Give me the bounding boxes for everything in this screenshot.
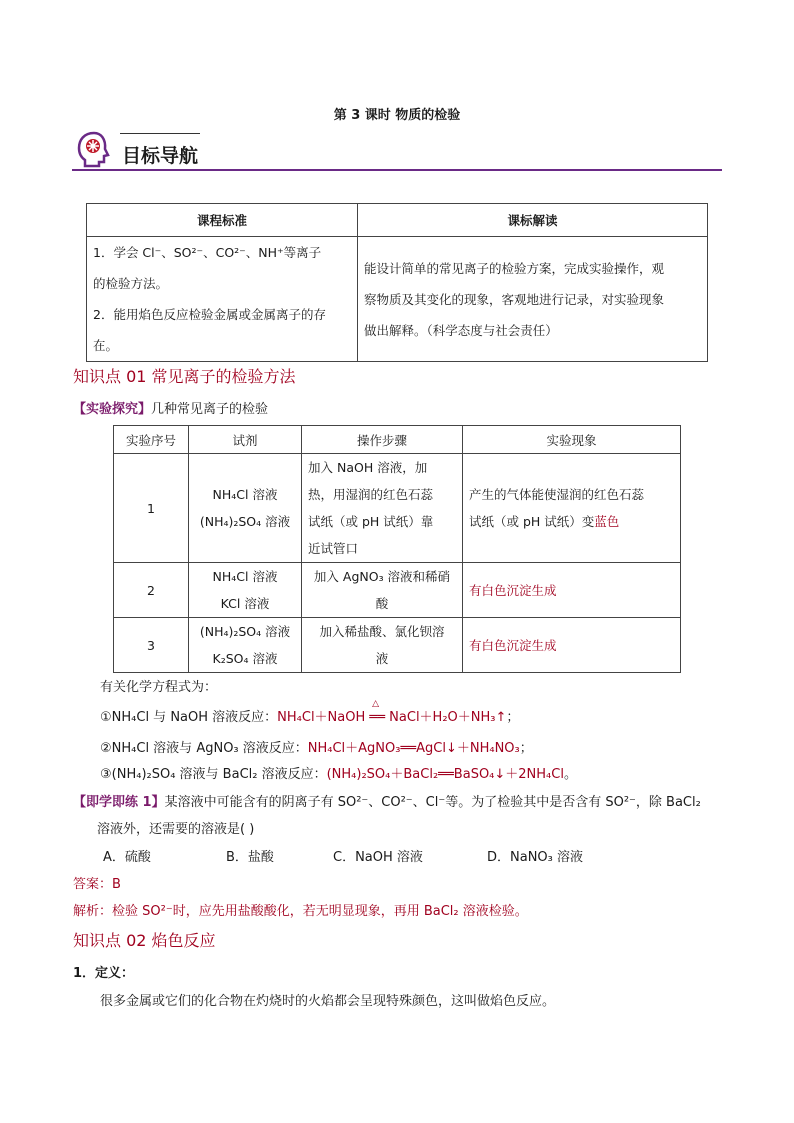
text-line: 加入 NaOH 溶液，加 — [308, 460, 428, 475]
punctuation: ； — [506, 710, 520, 725]
option-b: B．盐酸 — [226, 850, 274, 865]
row-number: 3 — [114, 618, 189, 673]
text-line: 近试管口 — [308, 541, 359, 556]
punctuation: 。 — [563, 767, 577, 782]
text-line: 产生的气体能使湿润的红色石蕊 — [469, 487, 645, 502]
table-header: 实验现象 — [463, 426, 681, 454]
text-line — [469, 508, 674, 535]
analysis: 解析：检验 SO²⁻时，应先用盐酸酸化，若无明显现象，再用 BaCl₂ 溶液检验。 — [73, 904, 528, 919]
text-line: 2．能用焰色反应检验金属或金属离子的存 — [93, 307, 326, 322]
equation-label: ②NH₄Cl 溶液与 AgNO₃ 溶液反应： — [100, 741, 308, 756]
punctuation: ； — [519, 741, 533, 756]
equation-formula: NH₄Cl＋AgNO₃══AgCl↓＋NH₄NO₃ — [307, 741, 520, 756]
definition-label: 1．定义： — [73, 966, 135, 981]
phenomenon-cell — [463, 454, 681, 563]
curriculum-standard-cell — [87, 237, 358, 362]
phenomenon-cell: 有白色沉淀生成 — [463, 618, 681, 673]
equation-1 — [100, 699, 520, 725]
reagent: KCl 溶液 — [220, 596, 270, 611]
answer: 答案：B — [73, 877, 121, 892]
text-line: 做出解释。（科学态度与社会责任） — [364, 322, 558, 338]
table-header: 课标解读 — [358, 204, 708, 237]
equation-label: ③(NH₄)₂SO₄ 溶液与 BaCl₂ 溶液反应： — [100, 767, 327, 782]
experiment-tag: 【实验探究】 — [73, 402, 152, 417]
text-line: 的检验方法。 — [93, 276, 169, 291]
reagents-cell — [189, 563, 302, 618]
table-header: 课程标准 — [87, 204, 358, 237]
reagent: K₂SO₄ 溶液 — [212, 651, 278, 666]
heating-condition: △ — [372, 699, 380, 709]
steps-cell — [302, 454, 463, 563]
experiment-intro — [73, 398, 268, 417]
text-line: 液 — [375, 651, 389, 666]
text-line: 能设计简单的常见离子的检验方案，完成实验操作，观 — [364, 260, 665, 276]
text-part: 试纸（或 pH 试纸）变 — [469, 514, 595, 529]
reagents-cell — [189, 618, 302, 673]
equation-3 — [100, 763, 577, 782]
option-c: C．NaOH 溶液 — [333, 850, 423, 865]
reagent: (NH₄)₂SO₄ 溶液 — [199, 624, 291, 639]
practice-question — [73, 791, 701, 810]
equations-intro: 有关化学方程式为： — [100, 680, 218, 695]
steps-cell — [302, 563, 463, 618]
table-header: 试剂 — [189, 426, 302, 454]
text-line: 在。 — [93, 338, 119, 353]
page-title: 第 3 课时 物质的检验 — [333, 108, 461, 123]
reagent: NH₄Cl 溶液 — [212, 487, 278, 502]
text-line: 1．学会 Cl⁻、SO²⁻、CO²⁻、NH⁺等离子 — [93, 245, 322, 260]
steps-cell — [302, 618, 463, 673]
reagent: NH₄Cl 溶液 — [212, 569, 278, 584]
reagents-cell — [189, 454, 302, 563]
ion-test-table — [113, 425, 681, 673]
banner-title: 目标导航 — [122, 145, 199, 167]
knowledge-point-2-heading: 知识点 02 焰色反应 — [73, 931, 216, 950]
table-row — [114, 563, 681, 618]
option-d: D．NaNO₃ 溶液 — [487, 850, 584, 865]
equation-2 — [100, 737, 533, 756]
experiment-title: 几种常见离子的检验 — [151, 402, 269, 417]
question-text: 某溶液中可能含有的阴离子有 SO²⁻、CO²⁻、Cl⁻等。为了检验其中是否含有 SO²⁻，除 BaCl₂ — [164, 795, 701, 810]
table-header: 操作步骤 — [302, 426, 463, 454]
table-row — [114, 618, 681, 673]
text-line: 酸 — [375, 596, 389, 611]
equation-formula — [277, 699, 507, 725]
text-line: 试纸（或 pH 试纸）靠 — [308, 514, 434, 529]
highlight-text: 蓝色 — [594, 514, 620, 529]
logo-icon — [75, 130, 113, 168]
reagent: (NH₄)₂SO₄ 溶液 — [199, 514, 291, 529]
equation-formula: (NH₄)₂SO₄＋BaCl₂══BaSO₄↓＋2NH₄Cl — [326, 767, 564, 782]
definition-text: 很多金属或它们的化合物在灼烧时的火焰都会呈现特殊颜色，这叫做焰色反应。 — [100, 994, 556, 1009]
banner-divider — [72, 169, 722, 171]
row-number: 2 — [114, 563, 189, 618]
equation-label: ①NH₄Cl 与 NaOH 溶液反应： — [100, 710, 278, 725]
row-number: 1 — [114, 454, 189, 563]
question-continuation: 溶液外，还需要的溶液是( ) — [97, 822, 255, 837]
text-line: 加入 AgNO₃ 溶液和稀硝 — [313, 569, 451, 584]
knowledge-point-1-heading: 知识点 01 常见离子的检验方法 — [73, 367, 296, 386]
table-header: 实验序号 — [114, 426, 189, 454]
curriculum-table — [86, 203, 708, 362]
banner-top-line — [120, 133, 200, 134]
text-line: 热，用湿润的红色石蕊 — [308, 487, 434, 502]
text-line: 察物质及其变化的现象，客观地进行记录，对实验现象 — [364, 291, 665, 307]
table-row — [114, 454, 681, 563]
option-a: A．硫酸 — [103, 850, 151, 865]
practice-tag: 【即学即练 1】 — [73, 795, 165, 810]
phenomenon-cell: 有白色沉淀生成 — [463, 563, 681, 618]
equation-text: NH₄Cl＋NaOH ══ NaCl＋H₂O＋NH₃↑ — [277, 710, 507, 725]
text-line: 加入稀盐酸、氯化钡溶 — [319, 624, 445, 639]
curriculum-interpretation-cell — [358, 237, 708, 362]
